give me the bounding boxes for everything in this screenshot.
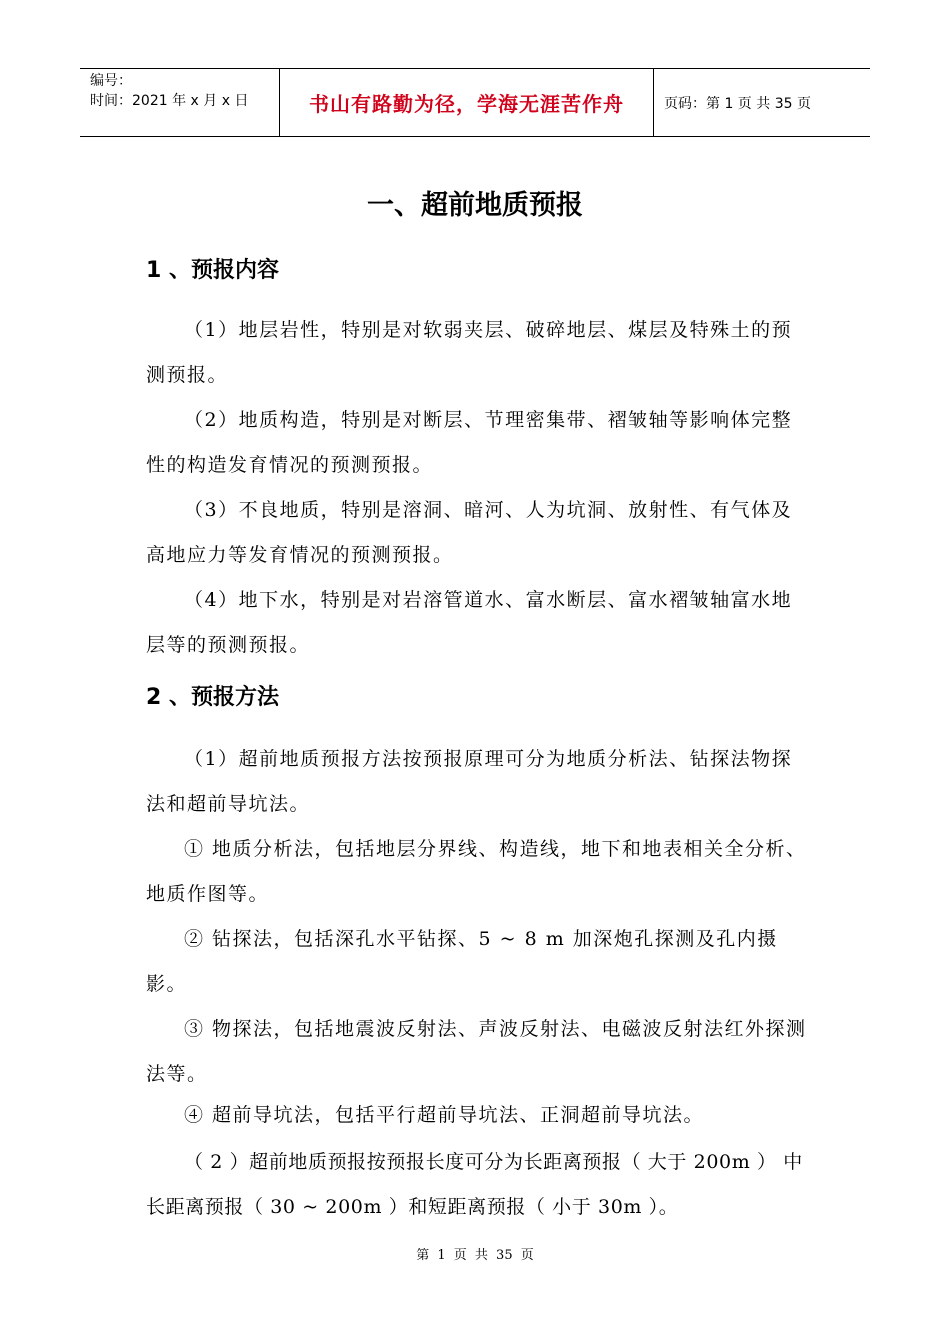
paragraph: ③ 物探法，包括地震波反射法、声波反射法、电磁波反射法红外探测法等。: [146, 1018, 807, 1085]
document-title: 一、超前地质预报: [367, 190, 583, 221]
paragraph: ④ 超前导坑法，包括平行超前导坑法、正洞超前导坑法。: [184, 1104, 705, 1126]
paragraph: （2）地质构造，特别是对断层、节理密集带、褶皱轴等影响体完整性的构造发育情况的预测预报。: [146, 409, 793, 476]
paragraph: （ 2 ）超前地质预报按预报长度可分为长距离预报（ 大于 200m ） 中长距离预报（ 30 ~ 200m ）和短距离预报（ 小于 30m ）。: [146, 1151, 803, 1218]
page-header: [80, 68, 870, 137]
page-footer: 第 1 页 共 35 页: [416, 1248, 534, 1263]
header-info: [80, 69, 280, 136]
section-heading: 2 、预报方法: [146, 685, 279, 710]
header-page-code: 页码：第 1 页 共 35 页: [664, 95, 811, 112]
header-motto: 书山有路勤为径，学海无涯苦作舟: [280, 69, 654, 136]
section-heading: 1 、预报内容: [146, 258, 279, 283]
time-label: 时间：2021 年 x 月 x 日: [90, 93, 249, 109]
paragraph: （1）超前地质预报方法按预报原理可分为地质分析法、钻探法物探法和超前导坑法。: [146, 748, 793, 815]
paragraph: （4）地下水，特别是对岩溶管道水、富水断层、富水褶皱轴富水地层等的预测预报。: [146, 589, 793, 656]
number-label: 编号：: [90, 73, 132, 89]
paragraph: （1）地层岩性，特别是对软弱夹层、破碎地层、煤层及特殊土的预测预报。: [146, 319, 793, 386]
paragraph: （3）不良地质，特别是溶洞、暗河、人为坑洞、放射性、有气体及高地应力等发育情况的预测预报。: [146, 499, 793, 566]
paragraph: ① 地质分析法，包括地层分界线、构造线，地下和地表相关全分析、地质作图等。: [146, 838, 807, 905]
paragraph: ② 钻探法，包括深孔水平钻探、5 ~ 8 m 加深炮孔探测及孔内摄影。: [146, 928, 778, 995]
